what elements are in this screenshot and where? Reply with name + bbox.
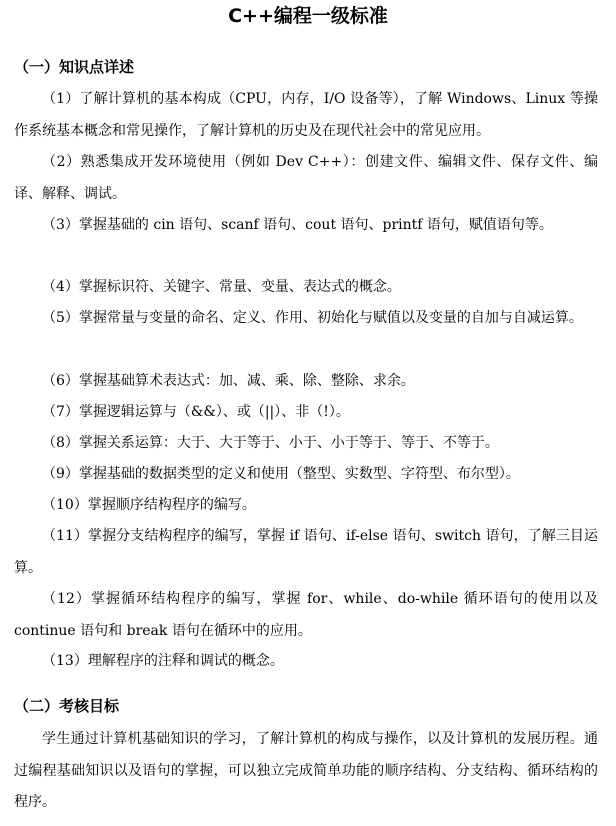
list-item: （11）掌握分支结构程序的编写，掌握 if 语句、if-else 语句、switch 语句，了解三目运算。 <box>14 528 598 576</box>
section-heading-assessment-goals: （二）考核目标 <box>14 697 120 715</box>
section-heading-knowledge-points: （一）知识点详述 <box>14 58 135 76</box>
list-item: （13）理解程序的注释和调试的概念。 <box>42 653 284 669</box>
list-item: （3）掌握基础的 cin 语句、scanf 语句、cout 语句、printf 语句，赋值语句等。 <box>42 217 553 233</box>
list-item: （5）掌握常量与变量的命名、定义、作用、初始化与赋值以及变量的自加与自减运算。 <box>42 310 583 326</box>
list-item: （6）掌握基础算术表达式：加、减、乘、除、整除、求余。 <box>42 373 415 389</box>
list-item: （9）掌握基础的数据类型的定义和使用（整型、实数型、字符型、布尔型）。 <box>42 466 520 482</box>
list-item: （10）掌握顺序结构程序的编写。 <box>42 497 256 513</box>
list-item: （2）熟悉集成开发环境使用（例如 Dev C++）：创建文件、编辑文件、保存文件、编译、解释、调试。 <box>14 154 598 202</box>
list-item: （1）了解计算机的基本构成（CPU，内存，I/O 设备等），了解 Windows、Linux 等操作系统基本概念和常见操作，了解计算机的历史及在现代社会中的常见应用。 <box>14 91 598 139</box>
list-item: （8）掌握关系运算：大于、大于等于、小于、小于等于、等于、不等于。 <box>42 435 499 451</box>
document-title: C++编程一级标准 <box>228 5 388 27</box>
list-item: （4）掌握标识符、关键字、常量、变量、表达式的概念。 <box>42 279 401 295</box>
list-item: （12）掌握循环结构程序的编写，掌握 for、while、do-while 循环语句的使用以及 continue 语句和 break 语句在循环中的应用。 <box>14 591 598 639</box>
list-item: （7）掌握逻辑运算与（&&）、或（||）、非（!）。 <box>42 404 350 420</box>
assessment-goals-paragraph: 学生通过计算机基础知识的学习，了解计算机的构成与操作，以及计算机的发展历程。通过编程基础知识以及语句的掌握，可以独立完成简单功能的顺序结构、分支结构、循环结构的程序。 <box>14 731 598 810</box>
